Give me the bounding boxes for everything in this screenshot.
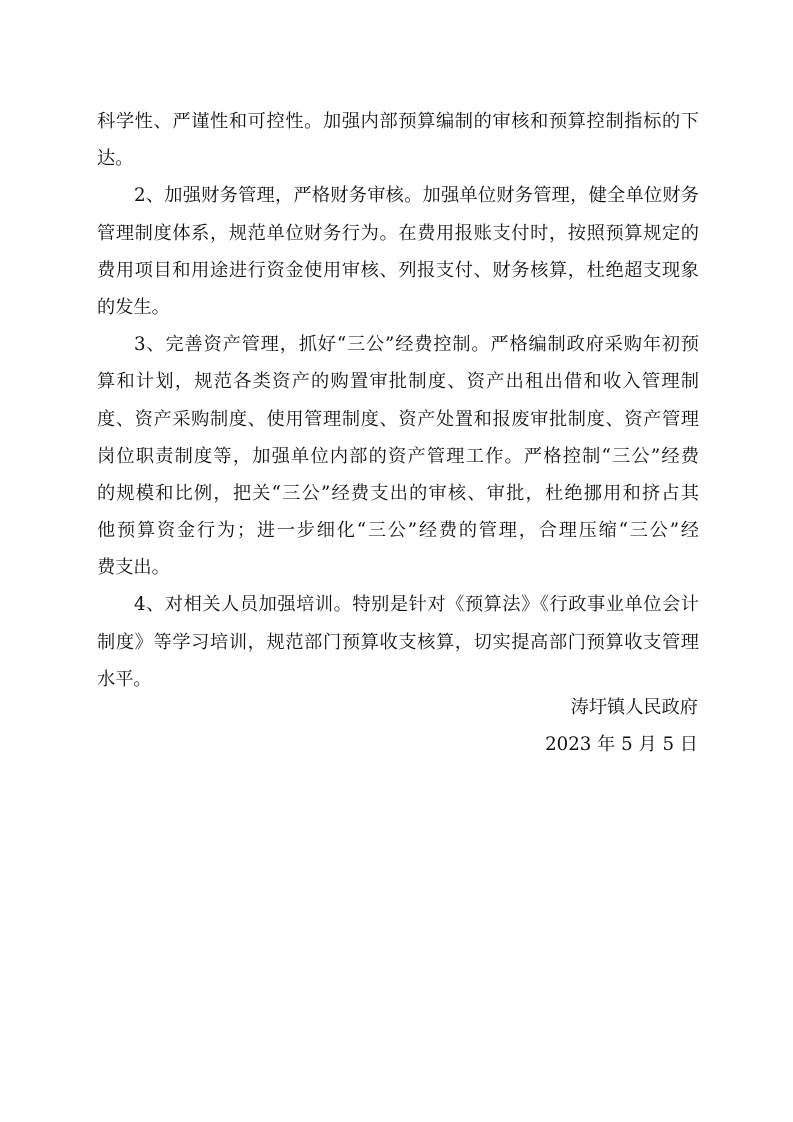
text-line: 达。 bbox=[97, 148, 134, 170]
text-line: 制度》等学习培训，规范部门预算收支核算，切实提高部门预算收支管理 bbox=[97, 631, 699, 653]
text-line: 费用项目和用途进行资金使用审核、列报支付、财务核算，杜绝超支现象 bbox=[97, 259, 699, 281]
text-line: 4、对相关人员加强培训。特别是针对《预算法》《行政事业单位会计 bbox=[134, 594, 699, 616]
text-line: 管理制度体系，规范单位财务行为。在费用报账支付时，按照预算规定的 bbox=[97, 222, 699, 244]
text-line: 的发生。 bbox=[97, 296, 170, 318]
text-line: 他预算资金行为；进一步细化“三公”经费的管理，合理压缩“三公”经 bbox=[97, 520, 699, 542]
signature-organization: 涛圩镇人民政府 bbox=[570, 697, 698, 718]
paragraph-4 bbox=[97, 586, 699, 698]
document-body bbox=[97, 103, 699, 698]
text-line: 算和计划，规范各类资产的购置审批制度、资产出租出借和收入管理制 bbox=[97, 371, 699, 393]
signature-block bbox=[545, 689, 698, 763]
paragraph-2 bbox=[97, 177, 699, 326]
paragraph-1 bbox=[97, 103, 699, 177]
text-line: 费支出。 bbox=[97, 557, 170, 579]
text-line: 3、完善资产管理，抓好“三公”经费控制。严格编制政府采购年初预 bbox=[134, 334, 699, 356]
text-line: 度、资产采购制度、使用管理制度、资产处置和报废审批制度、资产管理 bbox=[97, 408, 699, 430]
text-line: 科学性、严谨性和可控性。加强内部预算编制的审核和预算控制指标的下 bbox=[97, 111, 699, 132]
text-line: 2、加强财务管理，严格财务审核。加强单位财务管理，健全单位财务 bbox=[134, 185, 699, 207]
text-line: 岗位职责制度等，加强单位内部的资产管理工作。严格控制“三公”经费 bbox=[97, 445, 699, 467]
text-line: 水平。 bbox=[97, 668, 152, 690]
signature-date: 2023 年 5 月 5 日 bbox=[545, 734, 698, 756]
text-line: 的规模和比例，把关“三公”经费支出的审核、审批，杜绝挪用和挤占其 bbox=[97, 482, 699, 504]
paragraph-3 bbox=[97, 326, 699, 586]
